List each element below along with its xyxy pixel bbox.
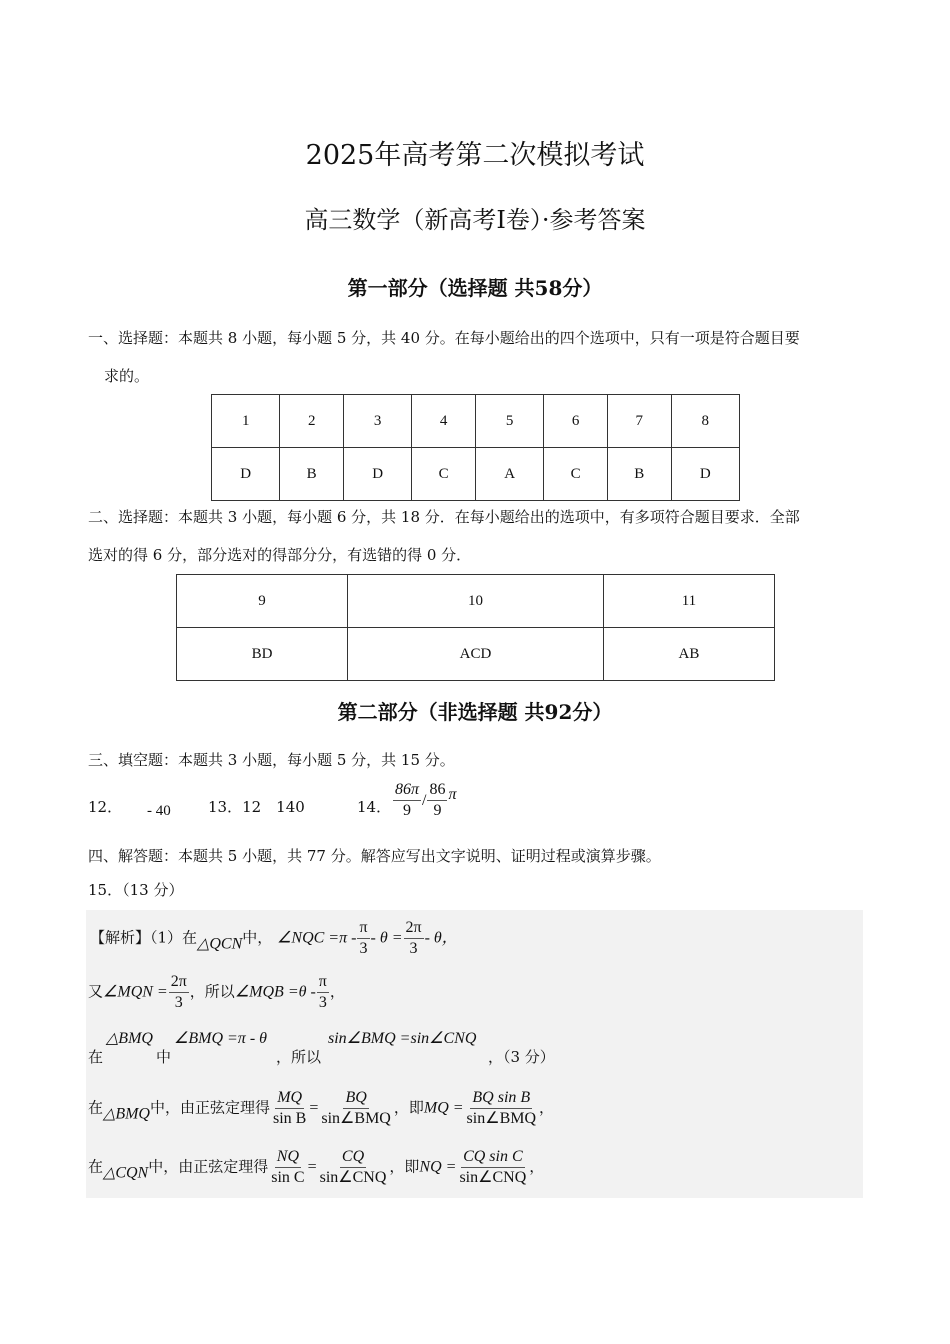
- fraction: [318, 1147, 389, 1188]
- page-subtitle: 高三数学（新高考Ⅰ卷）·参考答案: [304, 206, 646, 234]
- question-number-cell: 11: [603, 575, 774, 628]
- numerator: MQ: [275, 1088, 304, 1109]
- question-number-cell: 2: [280, 395, 344, 448]
- math: ∠BMQ =π - θ: [174, 1030, 267, 1047]
- numerator: 2π: [169, 972, 189, 993]
- text: ，所以: [189, 982, 235, 1001]
- text: 中，: [242, 928, 273, 947]
- fraction: [319, 1088, 392, 1129]
- numerator: CQ sin C: [461, 1147, 525, 1168]
- fraction: [404, 918, 424, 959]
- denominator: sin∠CNQ: [459, 1169, 527, 1186]
- table-row: [212, 448, 740, 501]
- math: - θ =: [370, 929, 403, 947]
- answer-cell: BD: [177, 628, 348, 681]
- question-number-cell: 6: [544, 395, 608, 448]
- question-number-cell: 9: [177, 575, 348, 628]
- math: △QCN: [197, 935, 243, 953]
- text: 中，由正弦定理得: [149, 1098, 270, 1117]
- math: △BMQ: [103, 1105, 150, 1123]
- fraction: [393, 780, 421, 821]
- solution-line-3: [88, 1028, 648, 1068]
- denominator: sin∠BMQ: [466, 1110, 537, 1127]
- sec2-instructions: 二、选择题：本题共 3 小题，每小题 6 分，共 18 分．在每小题给出的选项中，有多项符合题目要求．全部: [88, 508, 800, 526]
- answer-cell: A: [475, 448, 543, 501]
- fraction: [357, 918, 369, 959]
- sec2-instructions-cont: 选对的得 6 分，部分选对的得部分分，有选错的得 0 分．: [88, 546, 472, 564]
- question-number-cell: 5: [475, 395, 543, 448]
- text: ，: [539, 1098, 555, 1117]
- denominator: 3: [359, 940, 368, 957]
- answer-cell: C: [544, 448, 608, 501]
- math: ∠NQC =π -: [277, 929, 357, 947]
- numerator: π: [317, 972, 329, 993]
- question-number-cell: 8: [671, 395, 739, 448]
- math: △BMQ: [106, 1030, 153, 1047]
- fraction: [317, 972, 329, 1013]
- sec3-instructions: 三、填空题：本题共 3 小题，每小题 5 分，共 15 分。: [88, 751, 455, 769]
- text: ，（3 分）: [488, 1048, 555, 1066]
- answer-cell: D: [671, 448, 739, 501]
- fraction: [457, 1147, 528, 1188]
- numerator: BQ sin B: [470, 1088, 532, 1109]
- text: 在: [88, 1098, 104, 1117]
- text: 中: [156, 1048, 172, 1066]
- answer-cell: ACD: [348, 628, 604, 681]
- text: 【解析】（1）在: [90, 928, 198, 947]
- q15-label: 15．（13 分）: [88, 881, 184, 899]
- fraction: [427, 780, 447, 821]
- denominator: sin C: [271, 1169, 305, 1186]
- solution-line-2: [88, 972, 345, 1013]
- answer-cell: C: [412, 448, 476, 501]
- answer-cell: D: [212, 448, 280, 501]
- fraction: [465, 1088, 538, 1129]
- text: ，: [329, 982, 345, 1001]
- text: 在: [88, 1048, 104, 1066]
- solution-line-5: [88, 1147, 544, 1188]
- denominator: 3: [409, 940, 418, 957]
- denominator: sin∠BMQ: [321, 1110, 391, 1127]
- math: ∠MQN =: [103, 983, 168, 1001]
- fraction: [269, 1147, 306, 1188]
- pi-symbol: π: [448, 786, 457, 803]
- numerator: 86: [427, 780, 447, 801]
- text: ，所以: [276, 1048, 322, 1066]
- sec1-instructions-cont: 求的。: [104, 367, 150, 385]
- question-number-cell: 7: [607, 395, 671, 448]
- math: - θ，: [424, 929, 458, 947]
- q12-answer: - 40: [147, 803, 171, 819]
- numerator: BQ: [343, 1088, 368, 1109]
- denominator: 9: [433, 802, 442, 819]
- text: 又: [88, 982, 104, 1001]
- denominator: sin B: [273, 1110, 307, 1127]
- q12-label: 12．: [88, 798, 123, 816]
- text: ，即: [393, 1098, 424, 1117]
- answer-cell: D: [343, 448, 411, 501]
- answer-cell: AB: [603, 628, 774, 681]
- solution-line-1: [90, 918, 458, 959]
- denominator: 9: [403, 802, 411, 819]
- text: ，即: [389, 1157, 420, 1176]
- table-row: [177, 628, 775, 681]
- table-row: [212, 395, 740, 448]
- answer-cell: B: [607, 448, 671, 501]
- denominator: sin∠CNQ: [319, 1169, 387, 1186]
- part2-heading: 第二部分（非选择题 共92分）: [337, 700, 613, 724]
- numerator: NQ: [275, 1147, 301, 1168]
- fraction: [271, 1088, 308, 1129]
- numerator: 2π: [404, 918, 424, 939]
- text: 中，由正弦定理得: [148, 1157, 269, 1176]
- text: ，: [529, 1157, 545, 1176]
- question-number-cell: 1: [212, 395, 280, 448]
- q14-label: 14．: [357, 798, 392, 816]
- separator: /: [422, 792, 427, 809]
- numerator: 86π: [393, 780, 421, 801]
- solution-box: [86, 910, 863, 1198]
- math: sin∠BMQ =sin∠CNQ: [328, 1030, 477, 1047]
- text: 在: [88, 1157, 104, 1176]
- equals: =: [309, 1099, 319, 1117]
- denominator: 3: [318, 994, 327, 1011]
- sec4-instructions: 四、解答题：本题共 5 小题，共 77 分。解答应写出文字说明、证明过程或演算步骤。: [88, 847, 661, 865]
- question-number-cell: 4: [412, 395, 476, 448]
- sec1-instructions: 一、选择题：本题共 8 小题，每小题 5 分，共 40 分。在每小题给出的四个选项中，只有一项是符合题目要: [88, 329, 800, 347]
- numerator: CQ: [340, 1147, 366, 1168]
- question-number-cell: 10: [348, 575, 604, 628]
- numerator: π: [357, 918, 369, 939]
- answer-cell: B: [280, 448, 344, 501]
- q13-answer: 13．12 140: [208, 798, 305, 816]
- solution-line-4: [88, 1088, 554, 1129]
- denominator: 3: [174, 994, 183, 1011]
- math: ∠MQB =θ -: [234, 983, 316, 1001]
- answer-table-2: [176, 574, 775, 681]
- answer-table-1: [211, 394, 740, 501]
- equals: =: [307, 1158, 317, 1176]
- q14-answer: [392, 780, 456, 821]
- math: △CQN: [103, 1164, 149, 1182]
- question-number-cell: 3: [343, 395, 411, 448]
- fraction: [169, 972, 189, 1013]
- math: NQ =: [419, 1158, 457, 1176]
- page-title: 2025年高考第二次模拟考试: [305, 140, 645, 171]
- math: MQ =: [423, 1099, 464, 1117]
- part1-heading: 第一部分（选择题 共58分）: [347, 276, 603, 300]
- table-row: [177, 575, 775, 628]
